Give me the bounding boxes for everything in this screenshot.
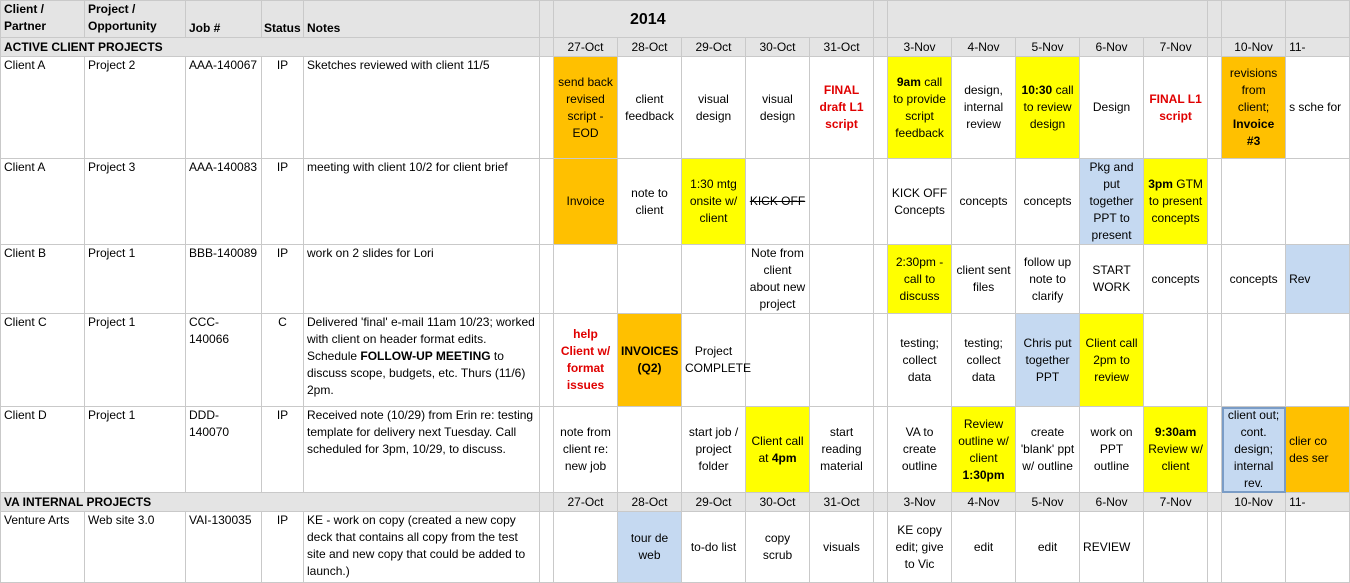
header-notes[interactable]: Notes — [304, 1, 540, 38]
time-bold: 10:30 — [1021, 83, 1053, 97]
cell-day[interactable]: edit — [1016, 512, 1080, 583]
date-header[interactable]: 29-Oct — [682, 493, 746, 512]
cell-client[interactable]: Venture Arts — [1, 512, 85, 583]
cell-project[interactable]: Project 2 — [85, 57, 186, 159]
cell-status[interactable]: IP — [262, 245, 304, 314]
cell-day[interactable]: Pkg and put together PPT to present — [1080, 159, 1144, 245]
cell-day[interactable] — [1286, 159, 1350, 245]
section-row-active — [1, 38, 1350, 57]
cell-day[interactable]: visuals — [810, 512, 874, 583]
notes-bold: FOLLOW-UP MEETING — [360, 349, 491, 363]
date-header[interactable]: 27-Oct — [554, 493, 618, 512]
cell-day[interactable]: FINAL draft L1 script — [810, 57, 874, 159]
date-header[interactable]: 4-Nov — [952, 493, 1016, 512]
cell-gap[interactable] — [874, 57, 888, 159]
cell-day[interactable]: start reading material — [810, 407, 874, 493]
cell-notes[interactable]: Sketches reviewed with client 11/5 — [304, 57, 540, 159]
header-status[interactable]: Status — [262, 1, 304, 38]
cell-text: Review outline w/ client — [958, 416, 1009, 465]
time-bold: 9am — [896, 74, 921, 89]
cell-status[interactable]: IP — [262, 159, 304, 245]
date-header[interactable]: 6-Nov — [1080, 38, 1144, 57]
cell-day[interactable] — [1286, 512, 1350, 583]
cell-day[interactable]: note from client re: new job — [554, 407, 618, 493]
cell-day[interactable]: concepts — [1144, 245, 1208, 314]
section-gap[interactable] — [874, 493, 888, 512]
cell-day[interactable] — [746, 407, 810, 493]
table-row — [1, 407, 1350, 493]
cell-project[interactable]: Project 1 — [85, 245, 186, 314]
cell-job[interactable]: CCC-140066 — [186, 314, 262, 407]
cell-day[interactable]: Client call 2pm to review — [1080, 314, 1144, 407]
cell-text: Review w/ client — [1148, 442, 1203, 473]
cell-job[interactable]: VAI-130035 — [186, 512, 262, 583]
cell-day[interactable] — [618, 245, 682, 314]
cell-project[interactable]: Project 1 — [85, 314, 186, 407]
cell-gap[interactable] — [874, 159, 888, 245]
cell-day[interactable]: Design — [1080, 57, 1144, 159]
section-gap[interactable] — [540, 38, 554, 57]
cell-text: revisions from client; — [1229, 66, 1278, 114]
cell-day[interactable]: KICK OFF — [746, 159, 810, 245]
cell-day[interactable]: 1:30 mtg onsite w/ client — [682, 159, 746, 245]
cell-job[interactable]: AAA-140067 — [186, 57, 262, 159]
section-gap[interactable] — [1208, 493, 1222, 512]
cell-text: Client call at — [751, 433, 804, 465]
cell-gap[interactable] — [540, 512, 554, 583]
cell-day[interactable]: s sche for — [1286, 57, 1350, 159]
cell-day[interactable]: FINAL L1 script — [1144, 57, 1208, 159]
cell-day[interactable]: 2:30pm - call to discuss — [888, 245, 952, 314]
cell-day[interactable] — [554, 245, 618, 314]
section-row-internal — [1, 493, 1350, 512]
table-row — [1, 159, 1350, 245]
section-gap[interactable] — [874, 38, 888, 57]
cell-day[interactable]: client sent files — [952, 245, 1016, 314]
cell-day[interactable]: KE copy edit; give to Vic — [888, 512, 952, 583]
cell-day[interactable]: follow up note to clarify — [1016, 245, 1080, 314]
cell-day[interactable] — [952, 407, 1016, 493]
cell-gap[interactable] — [1208, 512, 1222, 583]
table-row — [1, 245, 1350, 314]
date-header[interactable]: 30-Oct — [746, 38, 810, 57]
cell-day[interactable] — [1222, 159, 1286, 245]
notes-line — [307, 348, 536, 399]
notes-text: Schedule — [307, 349, 361, 363]
cell-day[interactable] — [810, 314, 874, 407]
cell-status[interactable]: IP — [262, 512, 304, 583]
invoice-bold: Invoice #3 — [1232, 117, 1275, 148]
cell-day[interactable]: concepts — [1016, 159, 1080, 245]
cell-day[interactable]: to-do list — [682, 512, 746, 583]
cell-project[interactable]: Project 3 — [85, 159, 186, 245]
date-header[interactable]: 28-Oct — [618, 493, 682, 512]
cell-day[interactable]: concepts — [1222, 245, 1286, 314]
cell-day[interactable] — [1222, 57, 1286, 159]
cell-day[interactable] — [1222, 314, 1286, 407]
header-empty[interactable] — [888, 1, 1208, 38]
cell-client[interactable]: Client B — [1, 245, 85, 314]
section-title-internal[interactable]: VA INTERNAL PROJECTS — [1, 493, 540, 512]
header-highlight[interactable] — [1286, 1, 1350, 38]
cell-status[interactable]: IP — [262, 57, 304, 159]
notes-line: Delivered 'final' e-mail 11am 10/23; worked with client on header format edits. — [307, 315, 535, 346]
cell-notes[interactable]: Received note (10/29) from Erin re: testing template for delivery next Tuesday. Call scheduled for 3pm, 10/29, to discuss. — [304, 407, 540, 493]
section-gap[interactable] — [1208, 38, 1222, 57]
time-bold: 3pm — [1148, 177, 1173, 191]
cell-day[interactable]: testing; collect data — [888, 314, 952, 407]
cell-day[interactable]: create 'blank' ppt w/ outline — [1016, 407, 1080, 493]
cell-day[interactable]: Rev — [1286, 245, 1350, 314]
date-header[interactable]: 5-Nov — [1016, 38, 1080, 57]
date-header[interactable]: 7-Nov — [1144, 38, 1208, 57]
time-bold: 9:30am — [1154, 425, 1197, 439]
date-header[interactable]: 3-Nov — [888, 38, 952, 57]
cell-job[interactable]: BBB-140089 — [186, 245, 262, 314]
cell-day[interactable]: edit — [952, 512, 1016, 583]
cell-gap[interactable] — [874, 314, 888, 407]
cell-day[interactable]: Chris put together PPT — [1016, 314, 1080, 407]
cell-client[interactable]: Client A — [1, 57, 85, 159]
cell-gap[interactable] — [540, 57, 554, 159]
date-header[interactable]: 31-Oct — [810, 38, 874, 57]
header-job[interactable]: Job # — [186, 1, 262, 38]
cell-day[interactable]: design, internal review — [952, 57, 1016, 159]
table-row — [1, 57, 1350, 159]
date-header[interactable]: 30-Oct — [746, 493, 810, 512]
date-header[interactable]: 11- — [1286, 38, 1350, 57]
date-header[interactable]: 7-Nov — [1144, 493, 1208, 512]
time-bold: 4pm — [771, 450, 797, 465]
cell-client[interactable]: Client D — [1, 407, 85, 493]
time-bold: 1:30pm — [962, 467, 1005, 482]
cell-gap[interactable] — [540, 314, 554, 407]
cell-day[interactable]: visual design — [746, 57, 810, 159]
cell-gap[interactable] — [1208, 407, 1222, 493]
cell-day[interactable]: START WORK — [1080, 245, 1144, 314]
cell-day[interactable]: copy scrub — [746, 512, 810, 583]
cell-day[interactable]: start job / project folder — [682, 407, 746, 493]
cell-status[interactable]: IP — [262, 407, 304, 493]
cell-gap[interactable] — [1208, 159, 1222, 245]
date-header[interactable]: 28-Oct — [618, 38, 682, 57]
cell-day[interactable]: tour de web — [618, 512, 682, 583]
cell-day[interactable]: clier co des ser — [1286, 407, 1350, 493]
cell-notes[interactable]: KE - work on copy (created a new copy deck that contains all copy from the test site and new copy that could be added to launch.) — [304, 512, 540, 583]
date-header[interactable]: 6-Nov — [1080, 493, 1144, 512]
section-gap[interactable] — [540, 493, 554, 512]
cell-day[interactable]: Note from client about new project — [746, 245, 810, 314]
date-header[interactable]: 11- — [1286, 493, 1350, 512]
date-header[interactable]: 29-Oct — [682, 38, 746, 57]
header-client-partner[interactable]: Client / Partner — [1, 1, 85, 38]
cell-day[interactable]: work on PPT outline — [1080, 407, 1144, 493]
cell-day[interactable] — [888, 57, 952, 159]
section-title-active[interactable]: ACTIVE CLIENT PROJECTS — [1, 38, 540, 57]
cell-client[interactable]: Client C — [1, 314, 85, 407]
cell-day[interactable]: VA to create outline — [888, 407, 952, 493]
cell-day[interactable] — [1222, 512, 1286, 583]
date-header[interactable]: 5-Nov — [1016, 493, 1080, 512]
cell-gap[interactable] — [540, 407, 554, 493]
cell-day[interactable]: Invoice — [554, 159, 618, 245]
cell-text: GTM to present concepts — [1148, 177, 1203, 225]
cell-gap[interactable] — [874, 407, 888, 493]
cell-day[interactable] — [554, 512, 618, 583]
cell-day[interactable] — [1144, 159, 1208, 245]
date-header[interactable]: 31-Oct — [810, 493, 874, 512]
date-header[interactable]: 3-Nov — [888, 493, 952, 512]
cell-day[interactable] — [810, 245, 874, 314]
header-year[interactable]: 2014 — [554, 1, 874, 38]
cell-day[interactable]: testing; collect data — [952, 314, 1016, 407]
cell-day[interactable] — [810, 159, 874, 245]
cell-gap[interactable] — [540, 245, 554, 314]
cell-day-selected[interactable]: client out; cont. design; internal rev. — [1222, 407, 1286, 493]
date-header[interactable]: 4-Nov — [952, 38, 1016, 57]
cell-notes[interactable] — [304, 314, 540, 407]
cell-day[interactable]: send back revised script - EOD — [554, 57, 618, 159]
cell-day[interactable]: REVIEW — [1080, 512, 1144, 583]
table-row — [1, 314, 1350, 407]
date-header[interactable]: 10-Nov — [1222, 38, 1286, 57]
table-row — [1, 512, 1350, 583]
cell-day[interactable] — [1016, 57, 1080, 159]
cell-gap[interactable] — [540, 159, 554, 245]
cell-job[interactable]: AAA-140083 — [186, 159, 262, 245]
cell-day[interactable] — [682, 245, 746, 314]
cell-day[interactable] — [1286, 314, 1350, 407]
cell-gap[interactable] — [1208, 57, 1222, 159]
cell-day[interactable]: visual design — [682, 57, 746, 159]
header-empty[interactable] — [1222, 1, 1286, 38]
cell-text: call to review design — [1023, 83, 1074, 131]
cell-day[interactable]: INVOICES (Q2) — [618, 314, 682, 407]
header-gap[interactable] — [540, 1, 554, 38]
cell-gap[interactable] — [1208, 314, 1222, 407]
cell-notes[interactable]: meeting with client 10/2 for client brief — [304, 159, 540, 245]
cell-project[interactable]: Web site 3.0 — [85, 512, 186, 583]
cell-day[interactable]: KICK OFF Concepts — [888, 159, 952, 245]
cell-day[interactable]: concepts — [952, 159, 1016, 245]
cell-day[interactable]: Project COMPLETE — [682, 314, 746, 407]
cell-job[interactable]: DDD-140070 — [186, 407, 262, 493]
notes-text: to discuss scope, budgets, etc. Thurs (11/6) 2pm. — [307, 349, 526, 397]
header-gap[interactable] — [1208, 1, 1222, 38]
cell-day[interactable] — [1144, 512, 1208, 583]
date-header[interactable]: 10-Nov — [1222, 493, 1286, 512]
cell-day[interactable]: client feedback — [618, 57, 682, 159]
cell-day[interactable] — [618, 407, 682, 493]
cell-gap[interactable] — [1208, 245, 1222, 314]
cell-project[interactable]: Project 1 — [85, 407, 186, 493]
header-gap[interactable] — [874, 1, 888, 38]
cell-day[interactable]: help Client w/ format issues — [554, 314, 618, 407]
cell-day[interactable]: note to client — [618, 159, 682, 245]
date-header[interactable]: 27-Oct — [554, 38, 618, 57]
cell-status[interactable]: C — [262, 314, 304, 407]
header-project[interactable]: Project / Opportunity — [85, 1, 186, 38]
cell-day[interactable] — [1144, 407, 1208, 493]
column-header-row — [1, 1, 1350, 38]
cell-text: call to provide script feedback — [893, 74, 946, 140]
cell-day[interactable] — [1144, 314, 1208, 407]
cell-gap[interactable] — [874, 245, 888, 314]
cell-client[interactable]: Client A — [1, 159, 85, 245]
cell-notes[interactable]: work on 2 slides for Lori — [304, 245, 540, 314]
cell-gap[interactable] — [874, 512, 888, 583]
cell-day[interactable] — [746, 314, 810, 407]
